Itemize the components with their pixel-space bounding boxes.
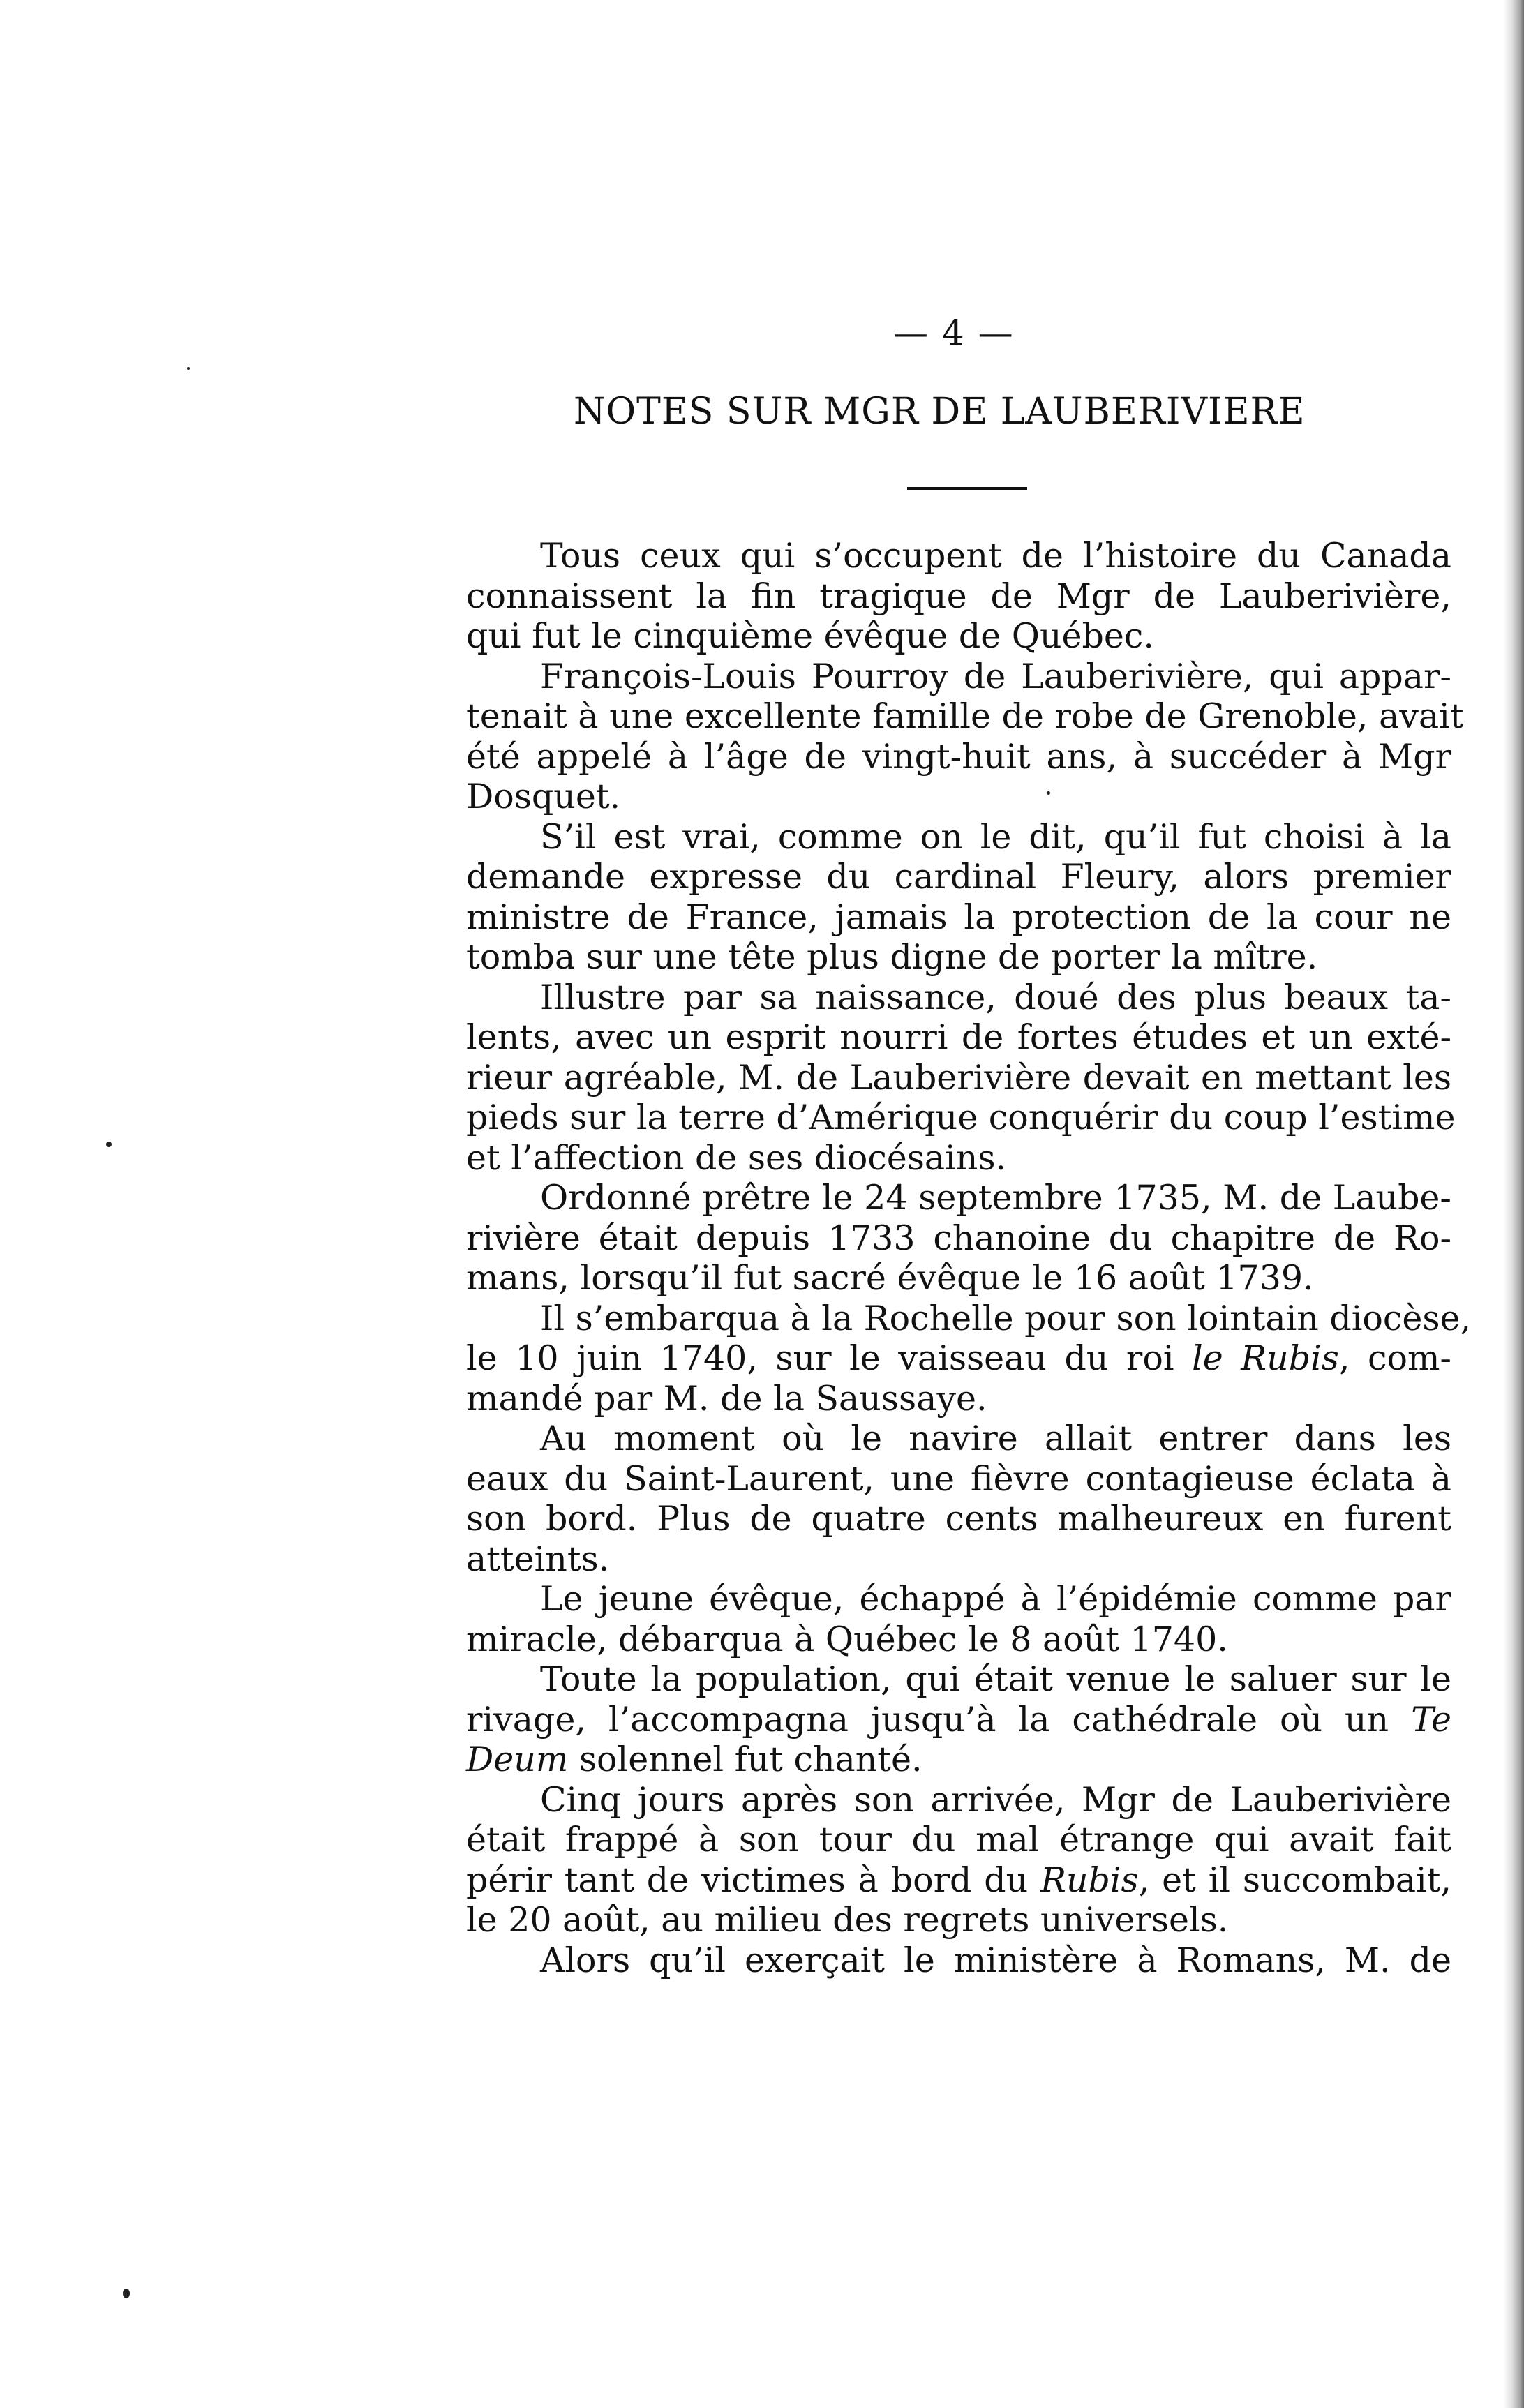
text-line (466, 1298, 1472, 1339)
text-line (466, 616, 1451, 657)
paragraph (466, 1419, 1451, 1579)
text-line (466, 1017, 1451, 1058)
text-line (466, 696, 1464, 737)
text-segment: solennel fut chanté. (568, 1740, 922, 1779)
text-segment: ministre de France, jamais la protection de la cour ne (466, 897, 1451, 937)
italic-text: Rubis (1040, 1860, 1139, 1900)
text-line (466, 1780, 1451, 1820)
scan-edge-shadow (1503, 0, 1524, 2408)
paragraph (466, 1780, 1451, 1940)
text-line (466, 1700, 1451, 1740)
text-segment: Illustre par sa naissance, doué des plus beaux ta- (540, 977, 1451, 1017)
text-line (466, 1579, 1451, 1620)
text-segment: S’il est vrai, comme on le dit, qu’il fut choisi à la (540, 816, 1451, 857)
text-line (466, 576, 1451, 617)
text-line (466, 1659, 1451, 1700)
text-line (466, 1178, 1451, 1218)
text-segment: été appelé à l’âge de vingt-huit ans, à succéder à Mgr (466, 736, 1451, 777)
text-line (466, 857, 1451, 897)
text-segment: qui fut le cinquième évêque de Québec. (466, 616, 1154, 656)
text-segment: tomba sur une tête plus digne de porter la mître. (466, 937, 1318, 977)
text-segment: Au moment où le navire allait entrer dans les (540, 1419, 1451, 1458)
page-number: — 4 — (893, 313, 1015, 353)
text-line (466, 1258, 1451, 1299)
text-segment: Cinq jours après son arrivée, Mgr de Lauberivière (540, 1779, 1451, 1820)
text-line (466, 1459, 1451, 1500)
title-divider (907, 487, 1027, 490)
text-segment: son bord. Plus de quatre cents malheureux en furent (466, 1499, 1451, 1539)
paragraph (466, 977, 1456, 1179)
text-segment: lents, avec un esprit nourri de fortes études et un exté- (466, 1017, 1451, 1057)
text-line (466, 937, 1451, 978)
text-line (466, 1820, 1451, 1860)
text-segment: Le jeune évêque, échappé à l’épidémie comme par (540, 1579, 1451, 1619)
paragraph (466, 1579, 1451, 1659)
text-segment: rivage, l’accompagna jusqu’à la cathédrale où un (466, 1699, 1412, 1740)
paragraph (466, 536, 1451, 657)
text-segment: , et il succombait, (1138, 1860, 1451, 1900)
text-line (466, 1058, 1451, 1098)
paragraph (466, 656, 1464, 817)
text-line (466, 777, 1451, 817)
text-line (466, 1740, 1451, 1780)
paragraph (466, 1178, 1451, 1299)
text-line (466, 1860, 1451, 1901)
text-segment: tenait à une excellente famille de robe de Grenoble, avait (466, 696, 1464, 736)
text-segment: miracle, débarqua à Québec le 8 août 1740. (466, 1619, 1228, 1659)
page-title: NOTES SUR MGR DE LAUBERIVIERE (574, 391, 1306, 433)
text-line (466, 978, 1451, 1018)
text-segment: connaissent la fin tragique de Mgr de Lauberivière, (466, 576, 1451, 616)
text-segment: le 10 juin 1740, sur le vaisseau du roi (466, 1338, 1193, 1378)
text-line (466, 897, 1451, 938)
text-segment: était frappé à son tour du mal étrange qui avait fait (466, 1820, 1451, 1860)
text-line (466, 1620, 1451, 1660)
text-segment: Dosquet. (466, 777, 621, 816)
text-segment: atteints. (466, 1539, 610, 1579)
scan-speck (187, 367, 190, 370)
scan-speck (123, 2289, 130, 2298)
text-segment: , com- (1338, 1338, 1451, 1378)
text-line (466, 1379, 1451, 1419)
italic-text: Deum (466, 1740, 569, 1779)
body-text (466, 536, 1472, 1980)
text-line (466, 657, 1451, 697)
text-line (466, 1539, 1451, 1580)
text-segment: demande expresse du cardinal Fleury, alors premier (466, 857, 1451, 897)
paragraph (466, 1659, 1451, 1780)
text-segment: Toute la population, qui était venue le saluer sur le (540, 1659, 1451, 1699)
text-segment: le 20 août, au milieu des regrets universels. (466, 1900, 1229, 1940)
text-segment: eaux du Saint-Laurent, une fièvre contagieuse éclata à (466, 1458, 1451, 1499)
text-segment: Il s’embarqua à la Rochelle pour son lointain diocèse, (540, 1298, 1472, 1338)
text-line (466, 737, 1451, 777)
text-line (466, 1419, 1451, 1459)
text-segment: mans, lorsqu’il fut sacré évêque le 16 août 1739. (466, 1258, 1314, 1298)
text-line (466, 1338, 1451, 1379)
text-line (466, 817, 1451, 858)
text-line (466, 536, 1451, 576)
text-line (466, 1098, 1456, 1138)
text-segment: périr tant de victimes à bord du (466, 1860, 1041, 1900)
text-line (466, 1499, 1451, 1539)
text-segment: François-Louis Pourroy de Lauberivière, qui appar- (540, 656, 1451, 696)
scan-speck (1047, 791, 1050, 795)
text-segment: rieur agréable, M. de Lauberivière devait en mettant les (466, 1057, 1451, 1098)
text-line (466, 1218, 1451, 1259)
text-segment: et l’affection de ses diocésains. (466, 1137, 1007, 1178)
text-segment: pieds sur la terre d’Amérique conquérir du coup l’estime (466, 1098, 1456, 1137)
scan-speck (106, 1142, 112, 1147)
italic-text: Te (1411, 1699, 1451, 1740)
paragraph (466, 1298, 1472, 1419)
text-segment: Alors qu’il exerçait le ministère à Romans, M. de (540, 1940, 1451, 1980)
paragraph (466, 1940, 1451, 1981)
text-segment: Ordonné prêtre le 24 septembre 1735, M. de Laube- (540, 1178, 1451, 1218)
text-segment: mandé par M. de la Saussaye. (466, 1378, 987, 1419)
text-line (466, 1138, 1451, 1179)
paragraph (466, 817, 1451, 978)
text-line (466, 1940, 1451, 1981)
text-segment: Tous ceux qui s’occupent de l’histoire du Canada (540, 536, 1451, 576)
text-segment: rivière était depuis 1733 chanoine du chapitre de Ro- (466, 1218, 1451, 1258)
text-line (466, 1900, 1451, 1940)
italic-text: le Rubis (1192, 1338, 1339, 1378)
